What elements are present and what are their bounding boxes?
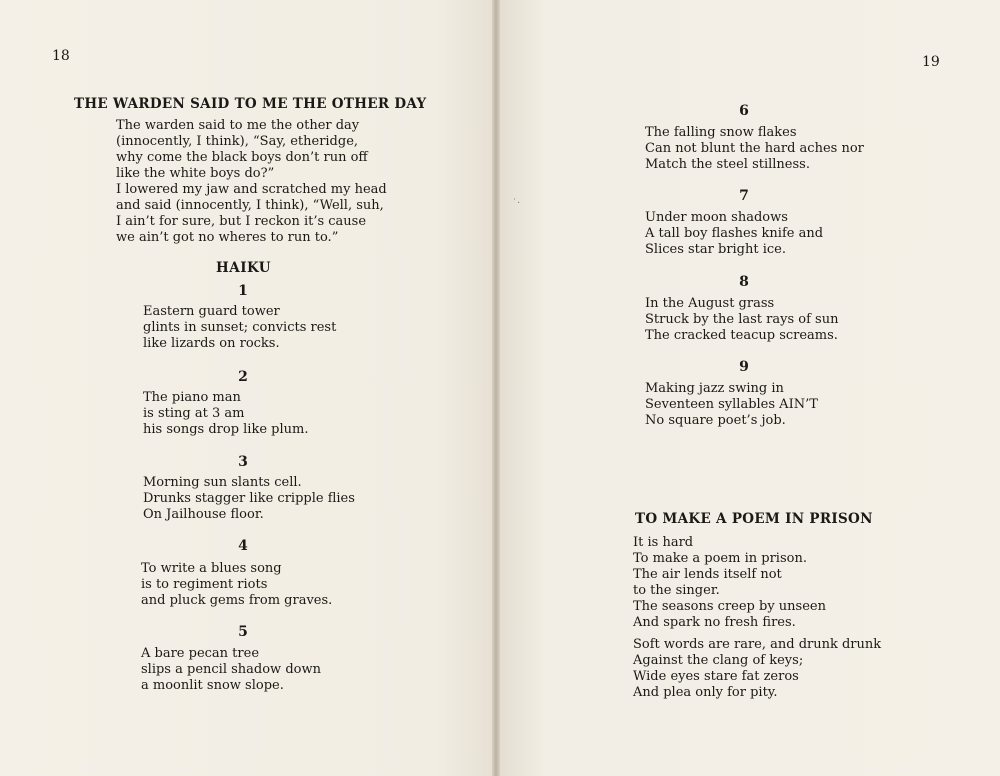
poem-line: (innocently, I think), “Say, etheridge, xyxy=(116,134,359,149)
poem-line: Wide eyes stare fat zeros xyxy=(633,669,799,684)
poem-prison-stanza-1 xyxy=(633,535,826,631)
page-number-left: 18 xyxy=(52,48,70,64)
book-gutter xyxy=(492,0,500,776)
poem-title-warden: THE WARDEN SAID TO ME THE OTHER DAY xyxy=(74,96,427,112)
poem-line: The warden said to me the other day xyxy=(116,118,360,133)
haiku-line: Morning sun slants cell. xyxy=(143,475,302,490)
poem-line: like the white boys do?” xyxy=(116,166,275,181)
haiku-number: 5 xyxy=(238,624,248,640)
haiku-line: a moonlit snow slope. xyxy=(141,678,284,693)
haiku-8 xyxy=(645,296,838,344)
haiku-line: To write a blues song xyxy=(141,561,282,576)
poem-line: we ain’t got no wheres to run to.” xyxy=(116,230,339,245)
poem-line: To make a poem in prison. xyxy=(633,551,807,566)
haiku-5 xyxy=(141,646,321,694)
haiku-line: The piano man xyxy=(143,390,241,405)
poem-line: Soft words are rare, and drunk drunk xyxy=(633,637,882,652)
poem-line: I ain’t for sure, but I reckon it’s cause xyxy=(116,214,367,229)
haiku-4 xyxy=(141,561,332,609)
haiku-line: is to regiment riots xyxy=(141,577,268,592)
poem-title-prison: TO MAKE A POEM IN PRISON xyxy=(635,511,873,527)
haiku-line: The cracked teacup screams. xyxy=(645,328,838,343)
haiku-number: 2 xyxy=(238,369,248,385)
haiku-1 xyxy=(143,304,336,352)
haiku-9 xyxy=(645,381,818,429)
poem-line: It is hard xyxy=(633,535,694,550)
haiku-line: On Jailhouse floor. xyxy=(143,507,264,522)
haiku-6 xyxy=(645,125,864,173)
haiku-2 xyxy=(143,390,308,438)
haiku-number: 9 xyxy=(739,359,749,375)
haiku-line: his songs drop like plum. xyxy=(143,422,309,437)
haiku-number: 7 xyxy=(739,188,749,204)
haiku-line: slips a pencil shadow down xyxy=(141,662,321,677)
page-number-right: 19 xyxy=(922,54,940,70)
haiku-line: A tall boy flashes knife and xyxy=(645,226,824,241)
haiku-number: 4 xyxy=(238,538,248,554)
poem-line: The air lends itself not xyxy=(633,567,782,582)
poem-line: I lowered my jaw and scratched my head xyxy=(116,182,387,197)
haiku-heading: HAIKU xyxy=(216,260,272,276)
haiku-number: 6 xyxy=(739,103,749,119)
haiku-line: In the August grass xyxy=(645,296,775,311)
haiku-line: Eastern guard tower xyxy=(143,304,280,319)
haiku-number: 8 xyxy=(739,274,749,290)
poem-line: And spark no fresh fires. xyxy=(633,615,796,630)
haiku-3 xyxy=(143,475,355,523)
poem-line: The seasons creep by unseen xyxy=(633,599,826,614)
poem-line: and said (innocently, I think), “Well, suh, xyxy=(116,198,384,213)
poem-line: Against the clang of keys; xyxy=(633,653,804,668)
haiku-line: and pluck gems from graves. xyxy=(141,593,333,608)
paper-speck: ˙· xyxy=(512,198,521,209)
haiku-line: is sting at 3 am xyxy=(143,406,245,421)
haiku-line: Seventeen syllables AIN’T xyxy=(645,397,818,412)
haiku-line: No square poet’s job. xyxy=(645,413,786,428)
haiku-line: The falling snow flakes xyxy=(645,125,797,140)
poem-warden-body xyxy=(116,118,387,246)
haiku-line: Under moon shadows xyxy=(645,210,788,225)
poem-line: why come the black boys don’t run off xyxy=(116,150,368,165)
haiku-line: Match the steel stillness. xyxy=(645,157,810,172)
poem-line: to the singer. xyxy=(633,583,720,598)
haiku-number: 1 xyxy=(238,283,248,299)
haiku-line: Slices star bright ice. xyxy=(645,242,787,257)
haiku-line: glints in sunset; convicts rest xyxy=(143,320,337,335)
haiku-7 xyxy=(645,210,823,258)
haiku-number: 3 xyxy=(238,454,248,470)
haiku-line: A bare pecan tree xyxy=(141,646,260,661)
poem-prison-stanza-2 xyxy=(633,637,881,701)
haiku-line: Can not blunt the hard aches nor xyxy=(645,141,864,156)
poem-line: And plea only for pity. xyxy=(633,685,778,700)
haiku-line: Drunks stagger like cripple flies xyxy=(143,491,355,506)
haiku-line: Struck by the last rays of sun xyxy=(645,312,839,327)
haiku-line: Making jazz swing in xyxy=(645,381,784,396)
haiku-line: like lizards on rocks. xyxy=(143,336,280,351)
